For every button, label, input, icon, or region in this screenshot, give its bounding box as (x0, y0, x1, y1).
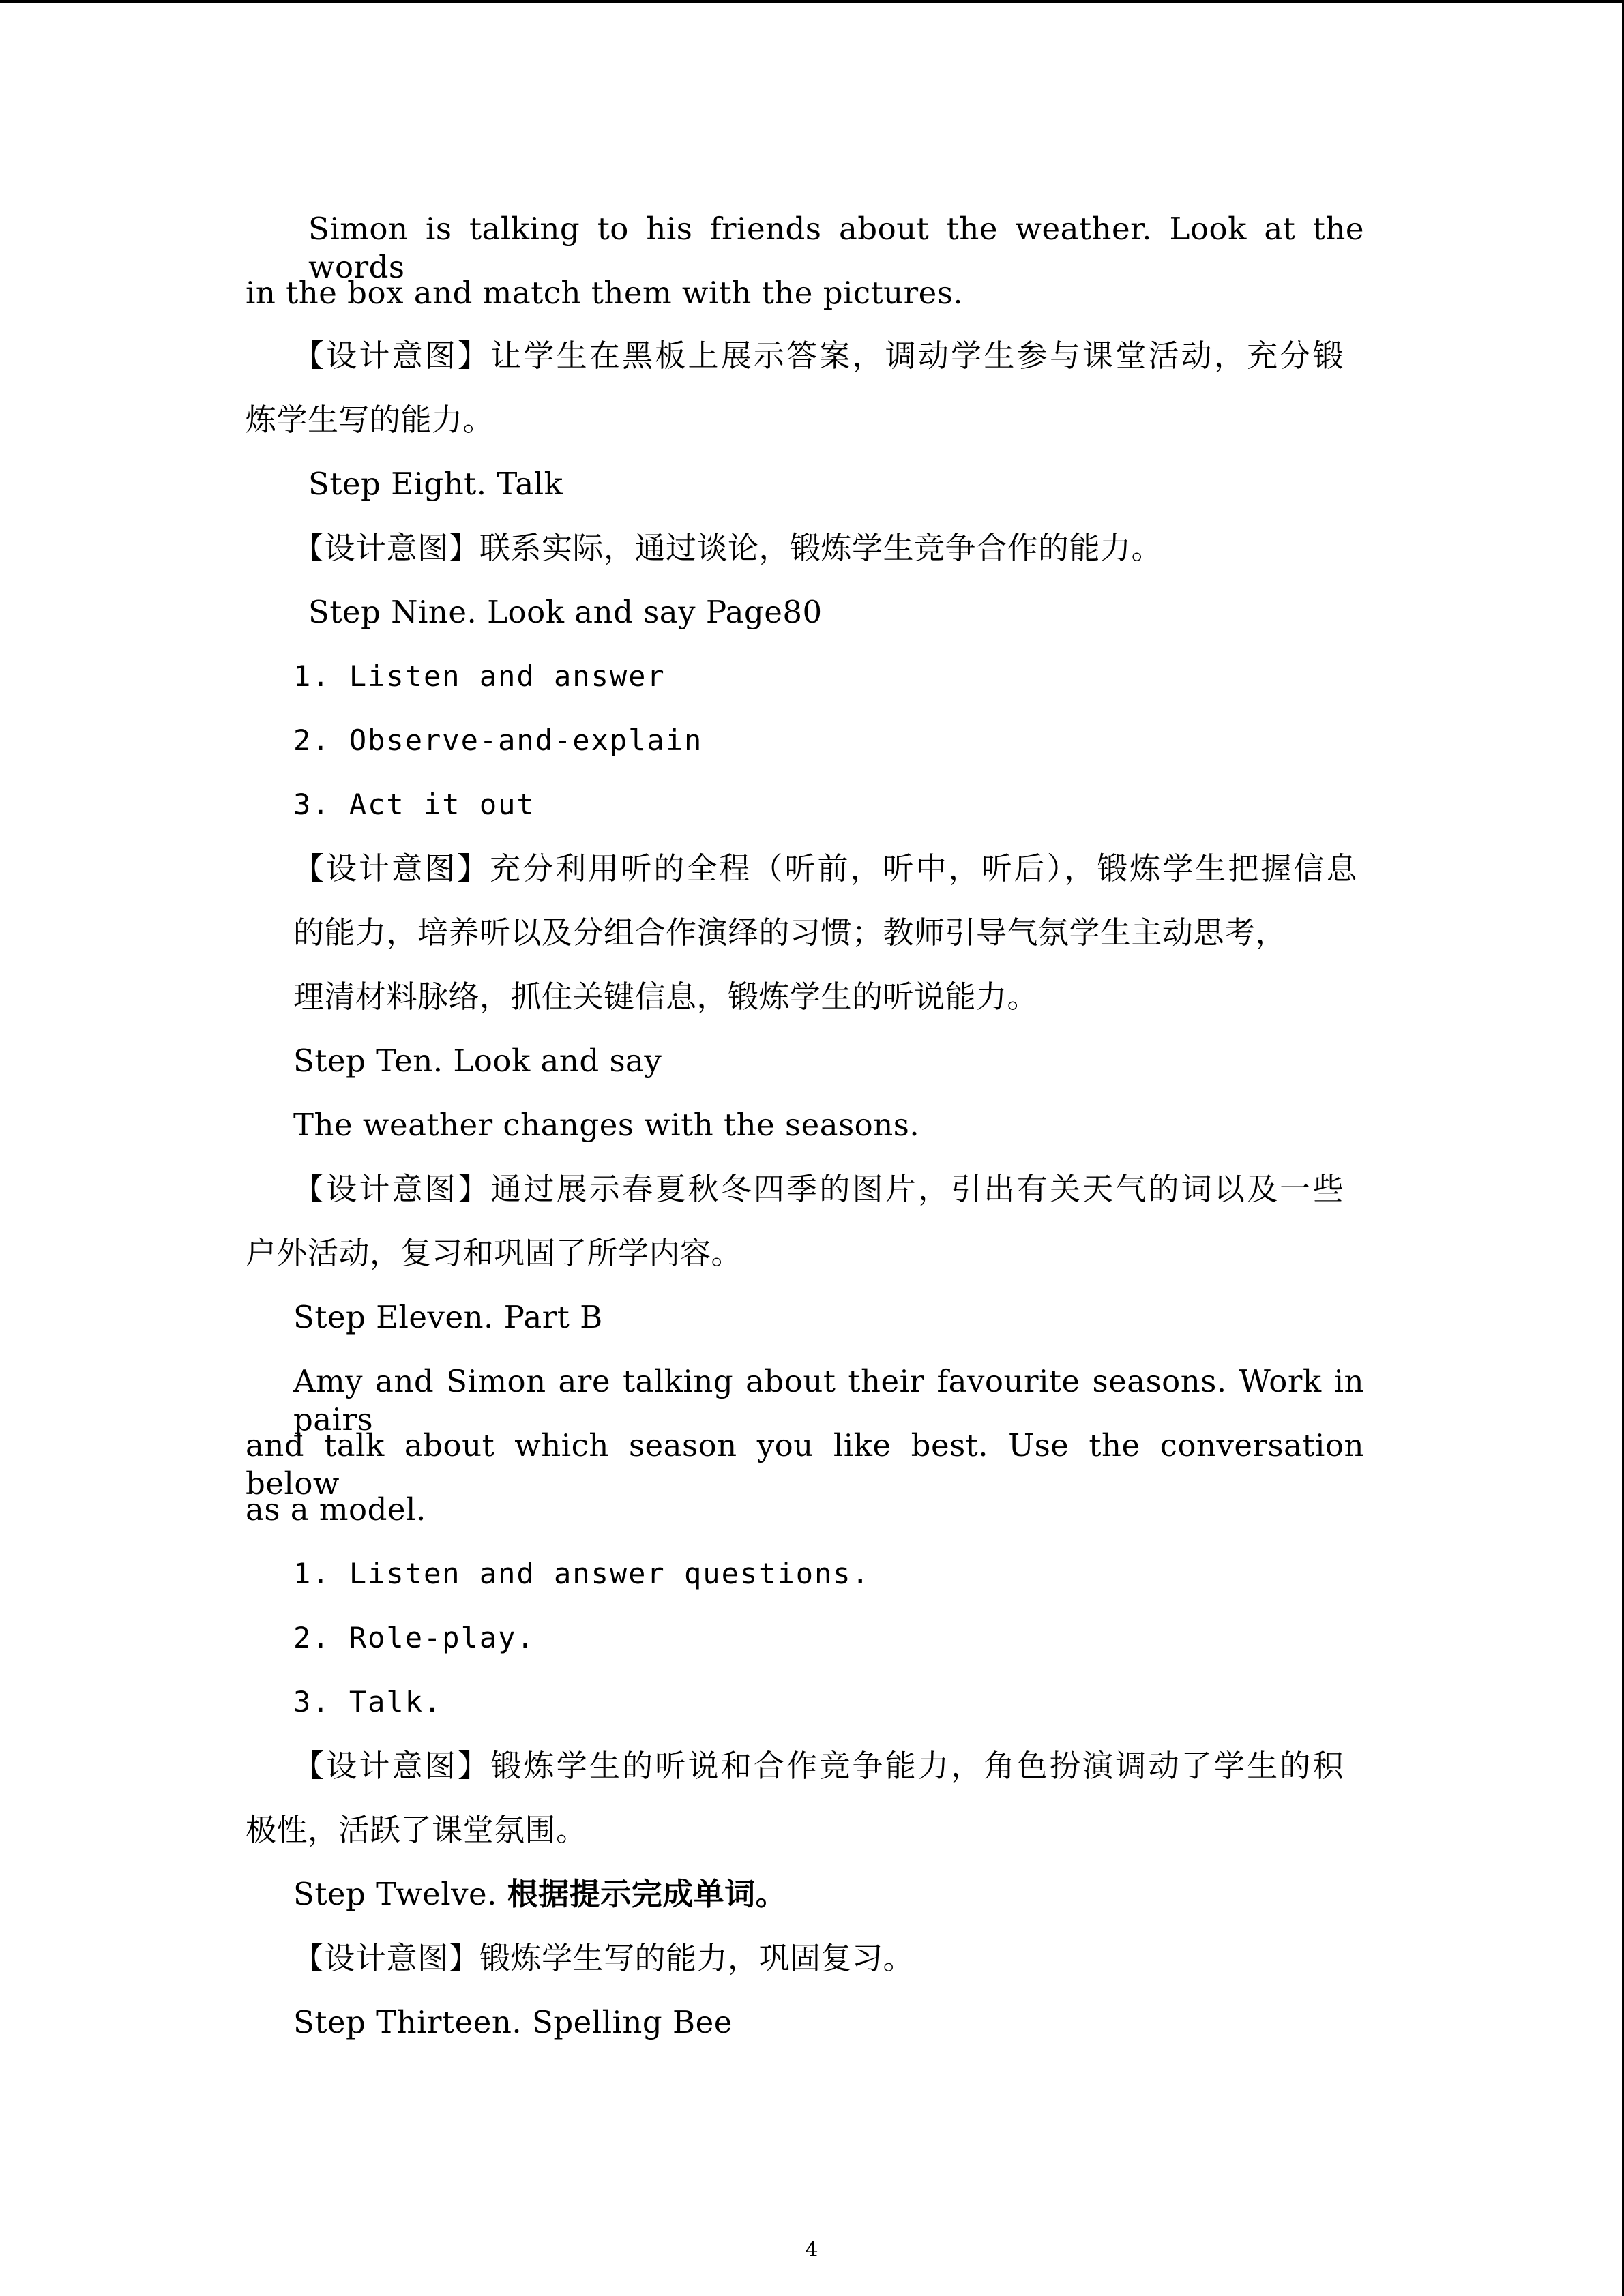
step-heading: Step Eleven. Part B (293, 1299, 603, 1335)
paragraph-line: as a model. (246, 1491, 426, 1527)
paragraph-line: and talk about which season you like best. Use the conversation below (246, 1427, 1364, 1502)
design-intent-line: 【设计意图】联系实际，通过谈论，锻炼学生竞争合作的能力。 (293, 530, 1163, 566)
design-intent-line: 的能力，培养听以及分组合作演绎的习惯；教师引导气氛学生主动思考， (293, 914, 1287, 951)
step-heading-label: Step Twelve. (293, 1876, 507, 1912)
design-intent-line: 户外活动，复习和巩固了所学内容。 (246, 1235, 743, 1271)
list-item: 2. Role-play. (293, 1621, 535, 1654)
design-intent-line: 理清材料脉络，抓住关键信息，锻炼学生的听说能力。 (293, 979, 1039, 1015)
paragraph-line: in the box and match them with the pictures. (246, 275, 964, 311)
design-intent-line: 极性，活跃了课堂氛围。 (246, 1812, 587, 1848)
design-intent-line: 炼学生写的能力。 (246, 402, 494, 438)
step-heading (293, 1875, 786, 1913)
design-intent-line: 【设计意图】锻炼学生的听说和合作竞争能力，角色扮演调动了学生的积 (293, 1748, 1344, 1784)
list-item: 3. Talk. (293, 1685, 443, 1718)
list-item: 2. Observe-and-explain (293, 724, 703, 757)
design-intent-line: 【设计意图】充分利用听的全程（听前，听中，听后），锻炼学生把握信息 (293, 850, 1357, 886)
paragraph-line: Amy and Simon are talking about their favourite seasons. Work in pairs (293, 1363, 1364, 1437)
page-number: 4 (805, 2238, 818, 2262)
step-heading: Step Eight. Talk (308, 466, 563, 502)
design-intent-line: 【设计意图】通过展示春夏秋冬四季的图片，引出有关天气的词以及一些 (293, 1171, 1344, 1207)
design-intent-line: 【设计意图】让学生在黑板上展示答案，调动学生参与课堂活动，充分锻 (293, 338, 1344, 374)
design-intent-line: 【设计意图】锻炼学生写的能力，巩固复习。 (293, 1940, 915, 1976)
step-heading: Step Nine. Look and say Page80 (308, 594, 823, 630)
step-heading: Step Thirteen. Spelling Bee (293, 2004, 733, 2040)
step-heading-bold-text: 根据提示完成单词。 (507, 1876, 787, 1912)
paragraph-line: The weather changes with the seasons. (293, 1107, 920, 1143)
list-item: 1. Listen and answer questions. (293, 1557, 870, 1590)
step-heading: Step Ten. Look and say (293, 1043, 662, 1079)
list-item: 1. Listen and answer (293, 659, 666, 693)
paragraph-line: Simon is talking to his friends about the weather. Look at the words (308, 211, 1364, 285)
list-item: 3. Act it out (293, 788, 535, 821)
